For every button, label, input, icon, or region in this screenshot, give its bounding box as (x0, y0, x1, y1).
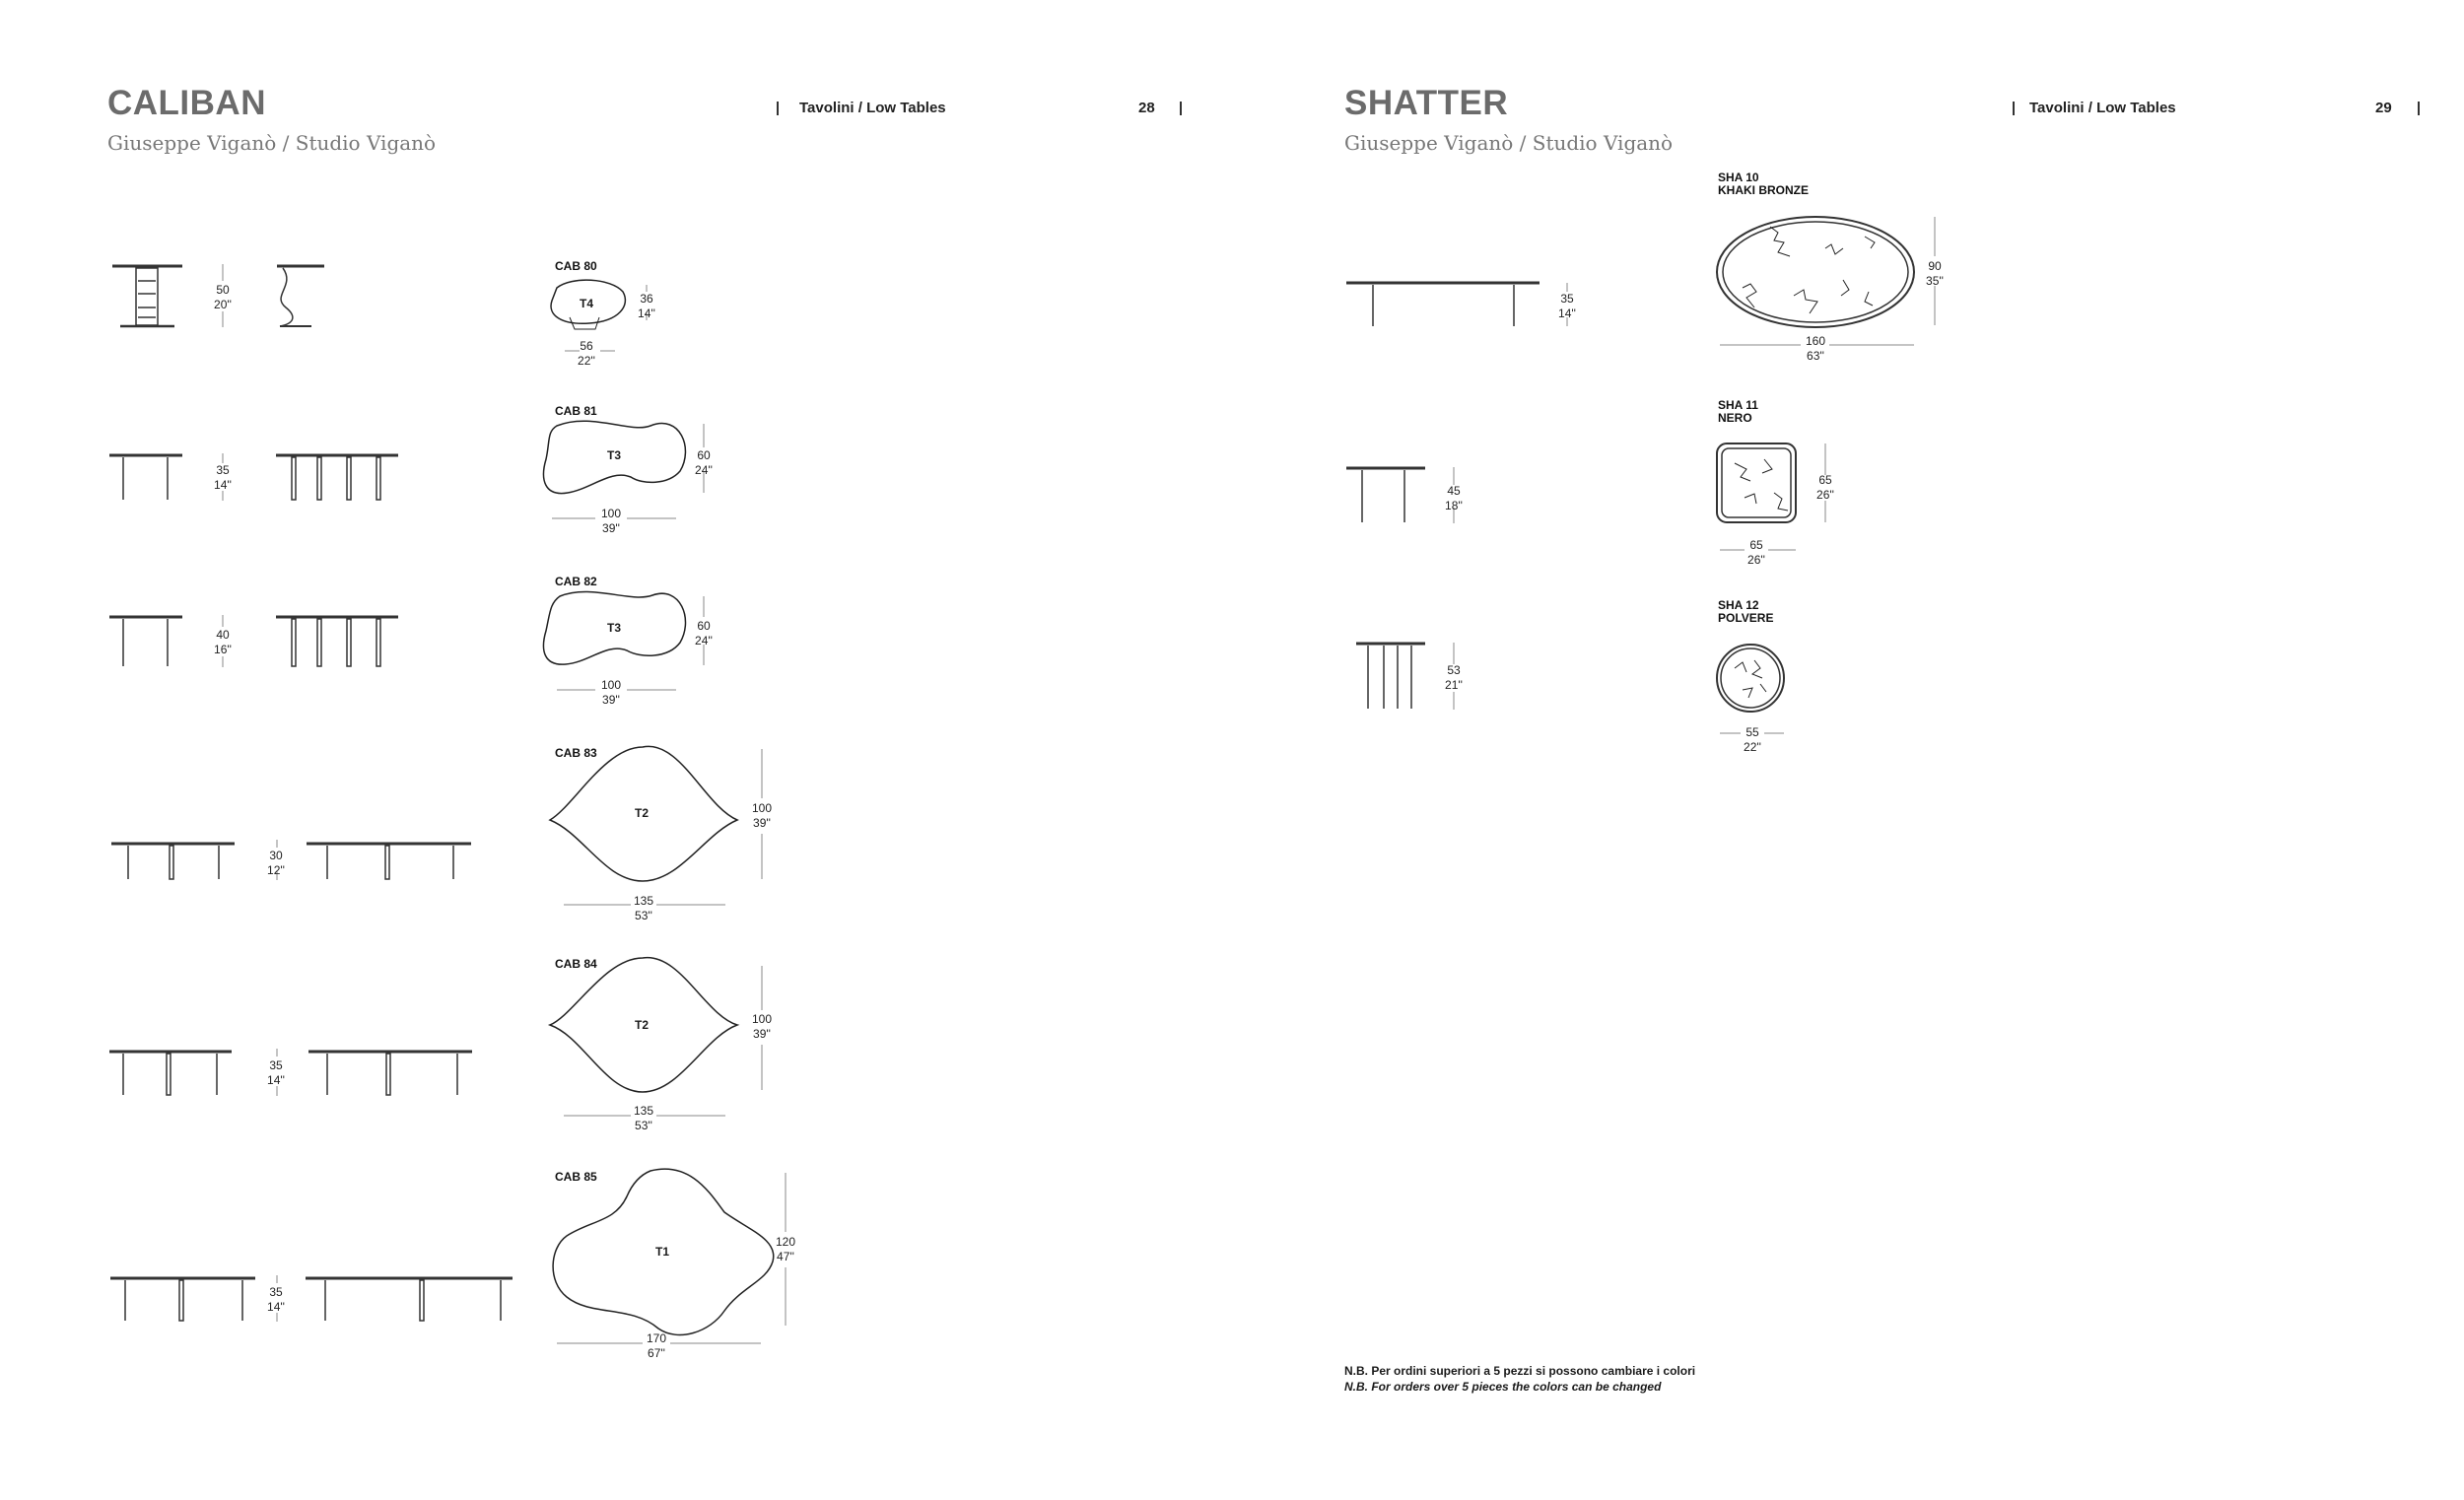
top-shape-label: T3 (607, 448, 622, 462)
width-dimension: 100 39'' (600, 507, 622, 535)
order-note (1344, 1363, 1695, 1395)
height-dimension: 35 14'' (267, 1285, 285, 1314)
width-dimension: 170 67'' (646, 1331, 667, 1360)
depth-dimension: 36 14'' (638, 292, 655, 320)
depth-dimension: 90 35'' (1926, 259, 1944, 288)
page-number: 29 (2375, 100, 2392, 116)
height-dimension: 35 14'' (214, 463, 232, 492)
width-dimension: 135 53'' (633, 1104, 654, 1132)
top-shape-label: T2 (635, 806, 650, 820)
depth-dimension: 60 24'' (695, 448, 713, 477)
model-code: SHA 10 KHAKI BRONZE (1718, 170, 1809, 197)
model-code: CAB 85 (555, 1170, 597, 1184)
width-dimension: 160 63'' (1805, 334, 1826, 363)
height-dimension: 35 14'' (1558, 292, 1576, 320)
depth-dimension: 120 47'' (775, 1235, 796, 1263)
model-code: SHA 11 NERO (1718, 398, 1758, 425)
category-label: Tavolini / Low Tables (2029, 100, 2176, 116)
category-label: Tavolini / Low Tables (799, 100, 946, 116)
model-code: CAB 80 (555, 259, 597, 273)
height-dimension: 45 18'' (1445, 484, 1463, 512)
width-dimension: 55 22'' (1744, 725, 1761, 754)
width-dimension: 65 26'' (1747, 538, 1765, 567)
depth-dimension: 100 39'' (751, 801, 773, 830)
model-code: CAB 83 (555, 746, 597, 760)
model-code: CAB 84 (555, 957, 597, 971)
model-code: SHA 12 POLVERE (1718, 598, 1774, 625)
width-dimension: 100 39'' (600, 678, 622, 707)
order-note-en: N.B. For orders over 5 pieces the colors can be changed (1344, 1380, 1662, 1394)
model-code: CAB 82 (555, 575, 597, 588)
height-dimension: 50 20'' (214, 283, 232, 311)
page-title: SHATTER (1344, 84, 1509, 122)
depth-dimension: 60 24'' (695, 619, 713, 648)
top-shape-label: T3 (607, 621, 622, 635)
designer-credit: Giuseppe Viganò / Studio Viganò (107, 131, 437, 155)
top-shape-label: T1 (655, 1245, 670, 1259)
depth-dimension: 65 26'' (1816, 473, 1834, 502)
height-dimension: 35 14'' (267, 1058, 285, 1087)
height-dimension: 53 21'' (1445, 663, 1463, 692)
designer-credit: Giuseppe Viganò / Studio Viganò (1344, 131, 1674, 155)
height-dimension: 40 16'' (214, 628, 232, 656)
page-title: CALIBAN (107, 84, 266, 122)
order-note-it: N.B. Per ordini superiori a 5 pezzi si possono cambiare i colori (1344, 1364, 1696, 1378)
top-shape-label: T2 (635, 1018, 650, 1032)
top-shape-label: T4 (580, 297, 594, 310)
page-number: 28 (1138, 100, 1155, 116)
depth-dimension: 100 39'' (751, 1012, 773, 1041)
model-code: CAB 81 (555, 404, 597, 418)
width-dimension: 56 22'' (578, 339, 595, 368)
height-dimension: 30 12'' (267, 849, 285, 877)
width-dimension: 135 53'' (633, 894, 654, 922)
